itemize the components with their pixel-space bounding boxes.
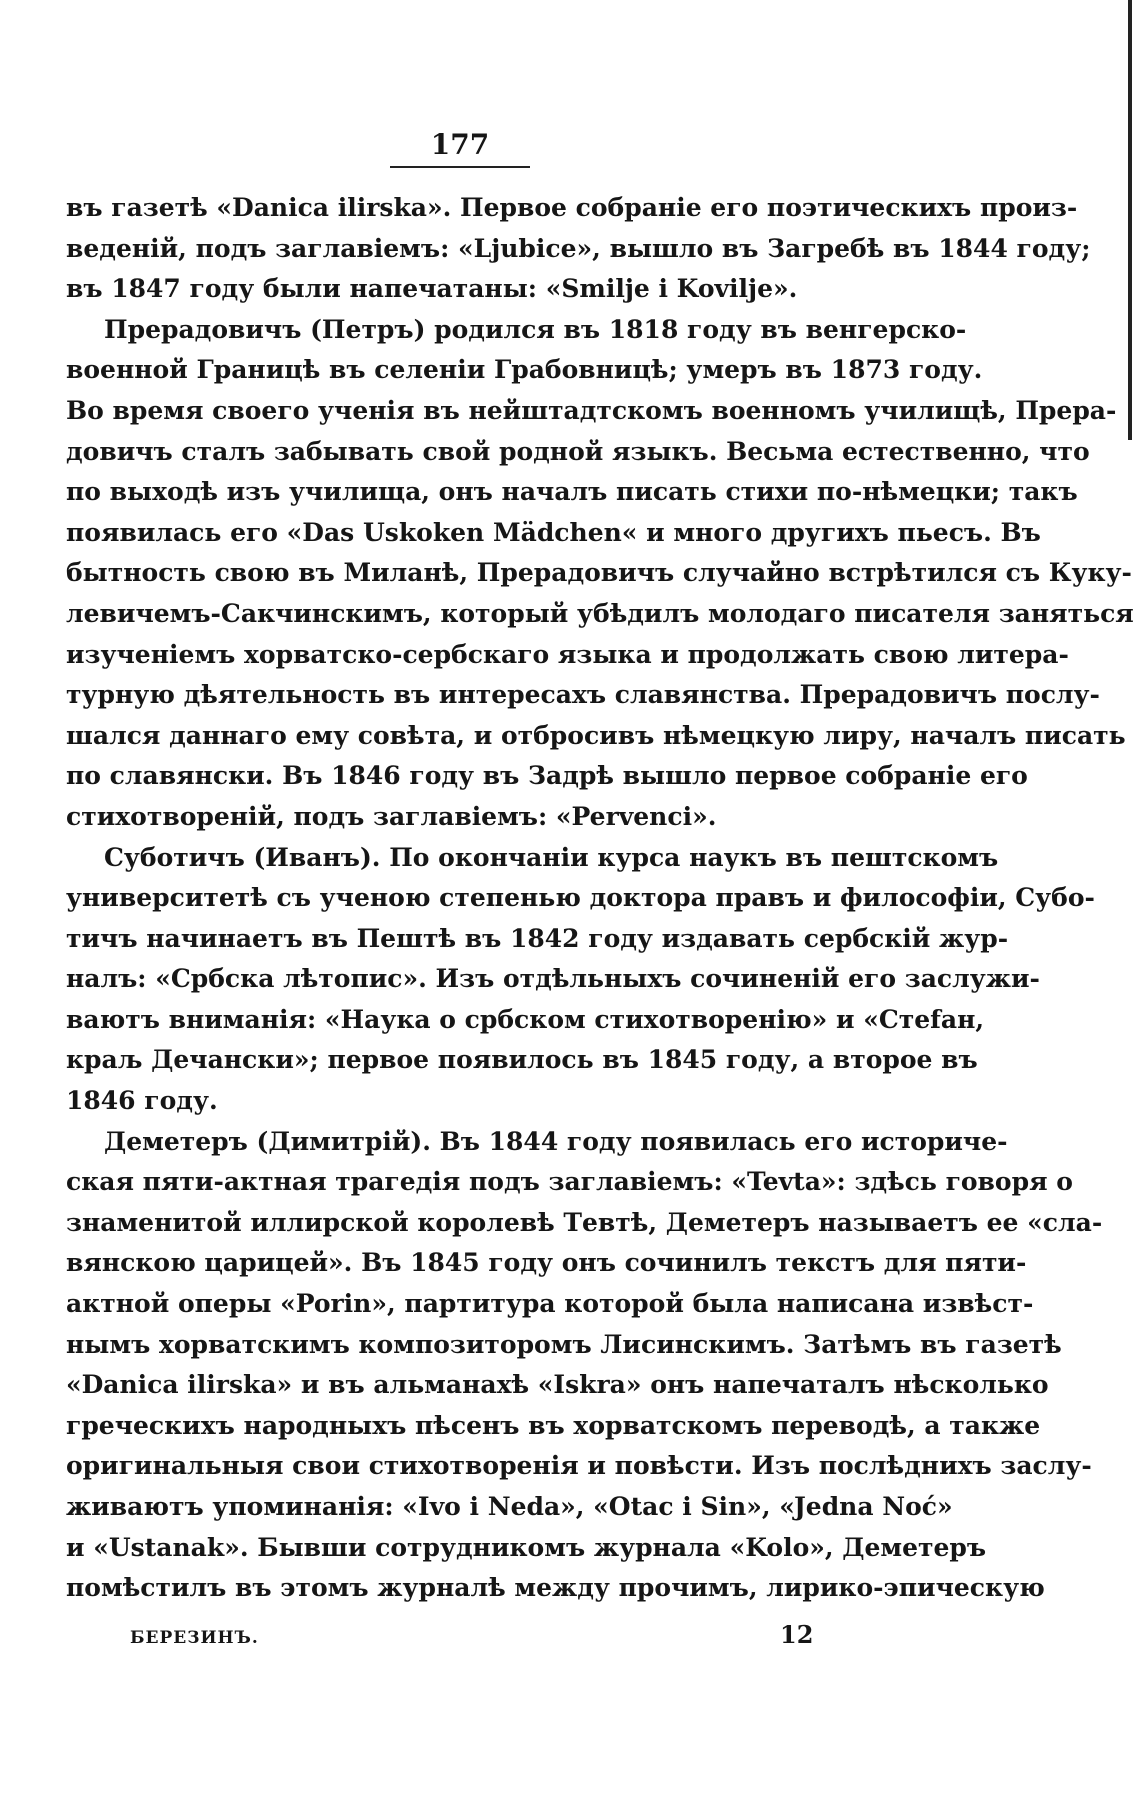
text-line: ваютъ вниманія: «Наука о србском стихотворенiю» и «Стеfан, <box>66 1004 985 1034</box>
text-line: изученіемъ хорватско-сербскаго языка и продолжать свою литера- <box>66 639 1069 669</box>
text-line: актной оперы «Porin», партитура которой была написана извѣст- <box>66 1289 1034 1319</box>
text-line: помѣстилъ въ этомъ журналѣ между прочимъ, лирико-эпическую <box>66 1573 1045 1603</box>
page-number-rule <box>390 166 530 168</box>
text-line: по славянски. Въ 1846 году въ Задрѣ вышло первое собраніе его <box>66 761 1028 791</box>
text-line: тичъ начинаетъ въ Пештѣ въ 1842 году издавать сербскій жур- <box>66 923 1009 953</box>
text-line: турную дѣятельность въ интересахъ славянства. Прерадовичъ послу- <box>66 680 1100 710</box>
text-line: ская пяти-актная трагедія подъ заглавіемъ: «Tevta»: здѣсь говоря о <box>66 1167 1073 1197</box>
text-line: «Danica ilirska» и въ альманахѣ «Iskra» онъ напечаталъ нѣсколько <box>66 1370 1049 1400</box>
printer-signature: БЕРЕЗИНЪ. <box>130 1628 259 1648</box>
text-line: Во время своего ученія въ нейштадтскомъ военномъ училищѣ, Прера- <box>66 395 1117 425</box>
paragraph-start-preradovic: Прерадовичъ (Петръ) родился въ 1818 году въ венгерско- <box>104 314 967 344</box>
paragraph-start-subotic: Суботичъ (Иванъ). По окончаніи курса наукъ въ пештскомъ <box>104 842 999 872</box>
text-line: веденій, подъ заглавіемъ: «Ljubice», вышло въ Загребѣ въ 1844 году; <box>66 233 1091 263</box>
text-line: бытность свою въ Миланѣ, Прерадовичъ случайно встрѣтился съ Куку- <box>66 558 1132 588</box>
text-line: греческихъ народныхъ пѣсенъ въ хорватскомъ переводѣ, а также <box>66 1410 1041 1440</box>
text-line: по выходѣ изъ училища, онъ началъ писать стихи по-нѣмецки; такъ <box>66 477 1078 507</box>
text-line: военной Границѣ въ селеніи Грабовницѣ; умеръ въ 1873 году. <box>66 355 983 385</box>
text-line: нымъ хорватскимъ композиторомъ Лисинскимъ. Затѣмъ въ газетѣ <box>66 1329 1062 1359</box>
text-line: вянскою царицей». Въ 1845 году онъ сочинилъ текстъ для пяти- <box>66 1248 1027 1278</box>
text-line: въ газетѣ «Danica ilirska». Первое собраніе его поэтическихъ произ- <box>66 193 1078 222</box>
text-line: 1846 году. <box>66 1086 218 1116</box>
text-line: налъ: «Србска лѣтопис». Изъ отдѣльныхъ сочиненій его заслужи- <box>66 964 1040 994</box>
text-line: появилась его «Das Uskoken Mädchen« и много другихъ пьесъ. Въ <box>66 517 1041 547</box>
text-line: оригинальныя свои стихотворенія и повѣсти. Изъ послѣднихъ заслу- <box>66 1451 1092 1481</box>
scan-edge-mark <box>1128 0 1132 440</box>
text-line: левичемъ-Сакчинскимъ, который убѣдилъ молодаго писателя заняться <box>66 598 1134 628</box>
text-line: шался даннаго ему совѣта, и отбросивъ нѣмецкую лиру, началъ писать <box>66 720 1126 750</box>
text-line: университетѣ съ ученою степенью доктора правъ и философіи, Субо- <box>66 883 1095 913</box>
body-text <box>66 188 1134 1609</box>
text-line: и «Ustanak». Бывши сотрудникомъ журнала «Kolo», Деметеръ <box>66 1532 987 1562</box>
sheet-number: 12 <box>780 1620 814 1649</box>
text-line: довичъ сталъ забывать свой родной языкъ. Весьма естественно, что <box>66 436 1090 466</box>
page-number: 177 <box>430 128 490 161</box>
text-line: знаменитой иллирской королевѣ Тевтѣ, Деметеръ называетъ ее «сла- <box>66 1207 1103 1237</box>
text-line: краљ Дечански»; первое появилось въ 1845 году, а второе въ <box>66 1045 978 1075</box>
text-line: живаютъ упоминанія: «Ivo i Neda», «Otac i Sin», «Jedna Noć» <box>66 1492 953 1521</box>
text-line: стихотвореній, подъ заглавіемъ: «Pervenci». <box>66 801 717 831</box>
text-line: въ 1847 году были напечатаны: «Smilje i Kovilje». <box>66 274 798 304</box>
paragraph-start-demeter: Деметеръ (Димитрій). Въ 1844 году появилась его историче- <box>104 1126 1008 1156</box>
